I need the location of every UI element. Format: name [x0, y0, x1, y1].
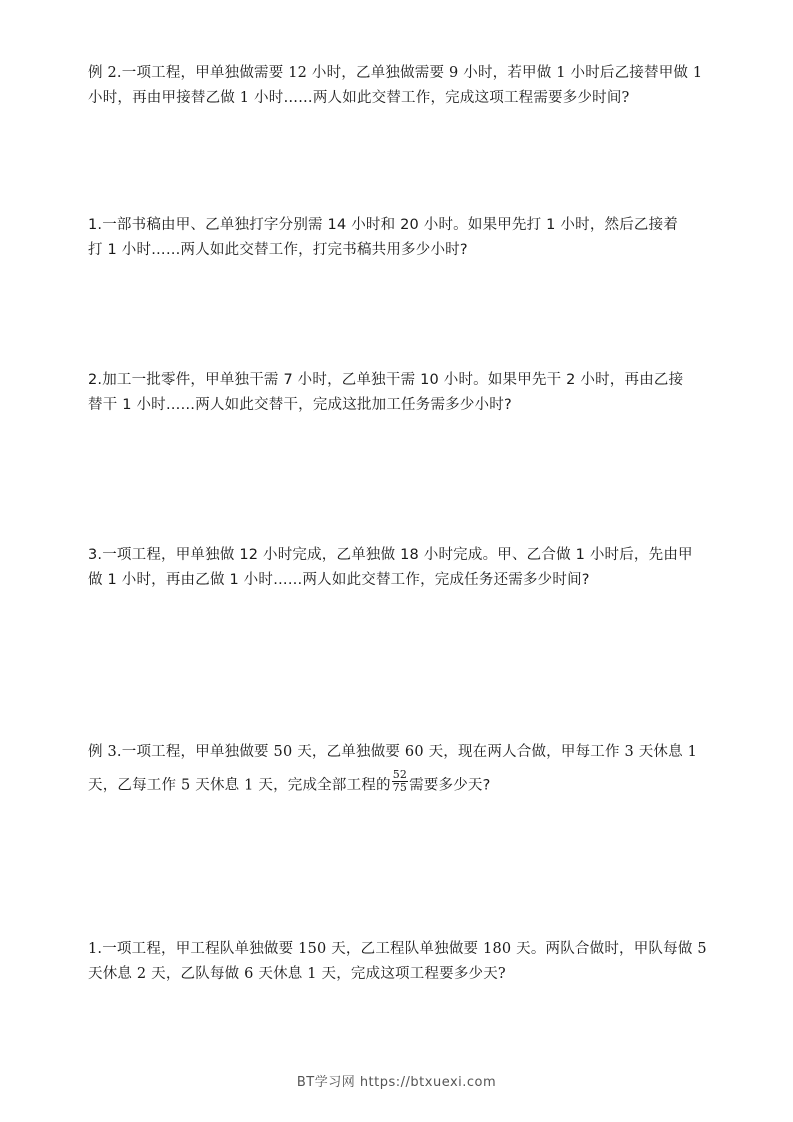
fraction-numerator: 52 — [392, 768, 408, 781]
problem-4 — [88, 937, 707, 987]
problem-1 — [88, 213, 700, 263]
example-2-line-1: 例 2.一项工程，甲单独做需要 12 小时，乙单独做需要 9 小时，若甲做 1 小时后乙接替甲做 1 — [88, 65, 703, 81]
fraction — [392, 769, 408, 794]
problem-3 — [88, 543, 700, 593]
example-3-line-1: 例 3.一项工程，甲单独做要 50 天，乙单独做要 60 天，现在两人合做，甲每工作 3 天休息 1 — [88, 744, 698, 760]
fraction-denominator: 75 — [392, 781, 408, 794]
problem-1-line-2: 打 1 小时……两人如此交替工作，打完书稿共用多少小时? — [88, 242, 468, 258]
example-2 — [88, 61, 703, 111]
problem-2-line-1: 2.加工一批零件，甲单独干需 7 小时，乙单独干需 10 小时。如果甲先干 2 小时，再由乙接 — [88, 372, 684, 388]
example-3-line-2-after: 需要多少天? — [409, 777, 491, 794]
example-3 — [88, 740, 700, 799]
problem-2-line-2: 替干 1 小时……两人如此交替干，完成这批加工任务需多少小时? — [88, 397, 512, 413]
example-3-line-2-before: 天，乙每工作 5 天休息 1 天，完成全部工程的 — [88, 777, 391, 794]
problem-1-line-1: 1.一部书稿由甲、乙单独打字分别需 14 小时和 20 小时。如果甲先打 1 小时，然后乙接着 — [88, 217, 679, 233]
page-footer: BT学习网 https://btxuexi.com — [296, 1075, 497, 1090]
problem-4-line-2: 天休息 2 天，乙队每做 6 天休息 1 天，完成这项工程要多少天? — [88, 966, 506, 982]
example-2-line-2: 小时，再由甲接替乙做 1 小时……两人如此交替工作，完成这项工程需要多少时间? — [88, 90, 630, 106]
problem-2 — [88, 368, 700, 418]
problem-3-line-1: 3.一项工程，甲单独做 12 小时完成，乙单独做 18 小时完成。甲、乙合做 1 小时后，先由甲 — [88, 547, 693, 563]
problem-4-line-1: 1.一项工程，甲工程队单独做要 150 天，乙工程队单独做要 180 天。两队合做时，甲队每做 5 — [88, 941, 707, 957]
problem-3-line-2: 做 1 小时，再由乙做 1 小时……两人如此交替工作，完成任务还需多少时间? — [88, 572, 590, 588]
example-3-line-2 — [88, 768, 700, 799]
